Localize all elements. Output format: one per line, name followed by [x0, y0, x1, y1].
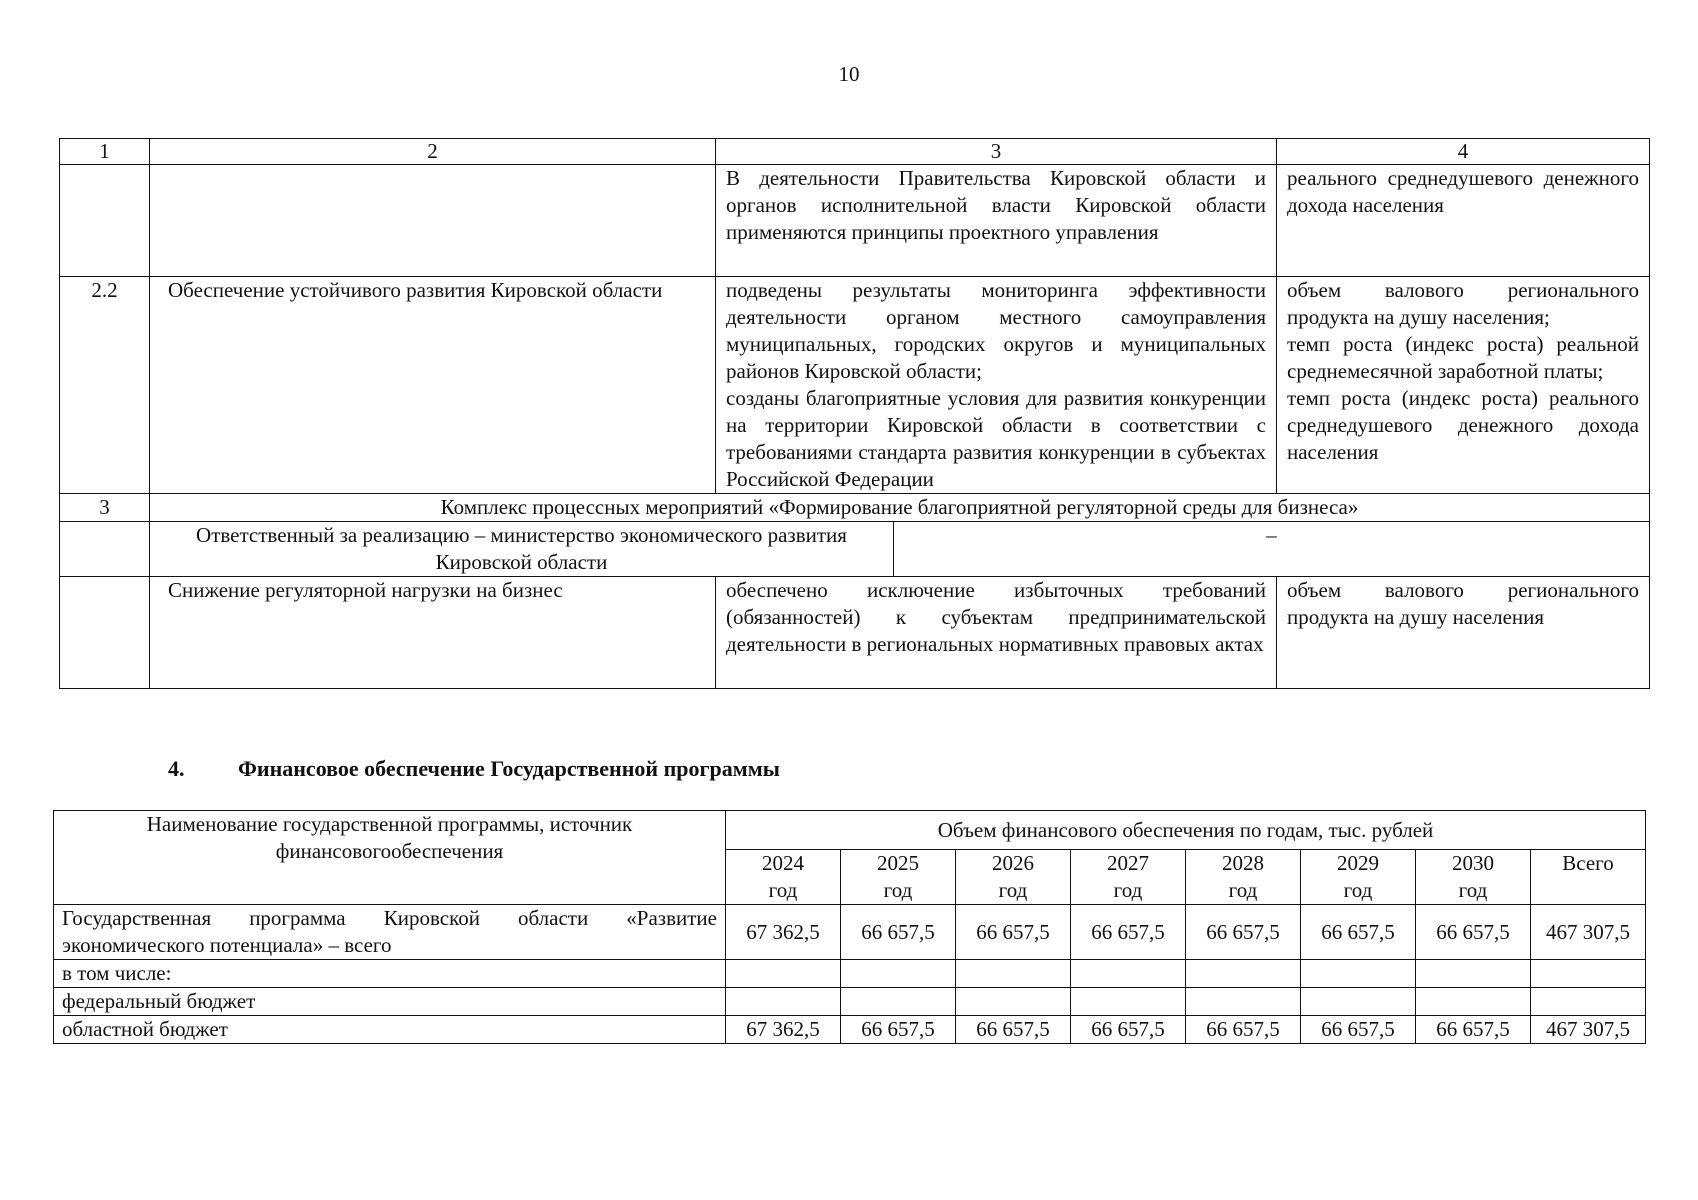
- row-name: областной бюджет: [54, 1016, 726, 1044]
- value-cell: 66 657,5: [1301, 905, 1416, 960]
- value-cell: 67 362,5: [726, 905, 841, 960]
- year-unit: год: [1343, 878, 1373, 902]
- total-cell: [1531, 960, 1646, 988]
- indicator-cell: реального среднедушевого денежного дохода населения: [1277, 165, 1650, 277]
- year-cell: [1416, 850, 1531, 905]
- task-cell: Снижение регуляторной нагрузки на бизнес: [150, 577, 716, 689]
- value-cell: [1071, 988, 1186, 1016]
- year-cell: [841, 850, 956, 905]
- value-cell: [726, 960, 841, 988]
- responsible-text: Ответственный за реализацию – министерство экономического развития Кировской области: [150, 522, 894, 576]
- page-number: 10: [838, 62, 860, 86]
- row-name: Государственная программа Кировской области «Развитие экономического потенциала» – всего: [54, 905, 726, 960]
- result-text: подведены результаты мониторинга эффективности деятельности органом местного самоуправления муниципальных, городских округов и муниципальных районов Кировской области;: [726, 278, 1266, 383]
- value-cell: 66 657,5: [956, 905, 1071, 960]
- value-cell: [841, 960, 956, 988]
- value-cell: [841, 988, 956, 1016]
- value-cell: 66 657,5: [1301, 1016, 1416, 1044]
- year-label: 2025: [877, 851, 919, 875]
- year-unit: год: [998, 878, 1028, 902]
- num-cell: 2.2: [60, 277, 150, 494]
- year-label: 2029: [1337, 851, 1379, 875]
- section-title: Комплекс процессных мероприятий «Формирование благоприятной регуляторной среды для бизнеса»: [150, 494, 1650, 522]
- name-header: Наименование государственной программы, источник финансовогообеспечения: [54, 811, 726, 905]
- value-cell: 66 657,5: [1186, 1016, 1301, 1044]
- year-cell: [726, 850, 841, 905]
- year-cell: [956, 850, 1071, 905]
- total-cell: [1531, 988, 1646, 1016]
- indicator-text: темп роста (индекс роста) реальной среднемесячной заработной платы;: [1287, 332, 1639, 383]
- value-cell: 66 657,5: [1071, 905, 1186, 960]
- task-cell: Обеспечение устойчивого развития Кировской области: [150, 277, 716, 494]
- indicator-cell: объем валового регионального продукта на душу населения: [1277, 577, 1650, 689]
- finance-table: [53, 810, 1646, 1044]
- section-heading: [168, 756, 780, 782]
- section-title: Финансовое обеспечение Государственной программы: [238, 756, 780, 781]
- year-cell: [1186, 850, 1301, 905]
- year-unit: год: [883, 878, 913, 902]
- header-cell: 4: [1277, 139, 1650, 165]
- result-cell: [716, 277, 1277, 494]
- value-cell: [1416, 960, 1531, 988]
- value-cell: 66 657,5: [1416, 1016, 1531, 1044]
- indicator-text: темп роста (индекс роста) реального среднедушевого денежного дохода населения: [1287, 386, 1639, 464]
- responsible-dash: –: [1266, 523, 1277, 547]
- value-cell: 66 657,5: [841, 905, 956, 960]
- table-header-row: [60, 139, 1650, 165]
- value-cell: [1301, 960, 1416, 988]
- year-label: 2030: [1452, 851, 1494, 875]
- volume-header: Объем финансового обеспечения по годам, тыс. рублей: [726, 811, 1646, 850]
- table-row: [54, 960, 1646, 988]
- year-label: 2027: [1107, 851, 1149, 875]
- value-cell: 67 362,5: [726, 1016, 841, 1044]
- row-name: федеральный бюджет: [54, 988, 726, 1016]
- goals-table: [59, 138, 1650, 689]
- row-name: в том числе:: [54, 960, 726, 988]
- header-cell: 3: [716, 139, 1277, 165]
- indicator-cell: [1277, 277, 1650, 494]
- result-text: созданы благоприятные условия для развития конкуренции на территории Кировской области в соответствии с требованиями стандарта развития конкуренции в субъектах Российской Федерации: [726, 386, 1266, 491]
- table-header-row: [54, 811, 1646, 850]
- header-cell: 1: [60, 139, 150, 165]
- table-row: [60, 165, 1650, 277]
- year-label: 2026: [992, 851, 1034, 875]
- responsible-row: [60, 522, 1650, 577]
- section-row: [60, 494, 1650, 522]
- result-cell: В деятельности Правительства Кировской области и органов исполнительной власти Кировской области применяются принципы проектного управления: [716, 165, 1277, 277]
- value-cell: 66 657,5: [1416, 905, 1531, 960]
- table-row: [54, 1016, 1646, 1044]
- year-label: 2028: [1222, 851, 1264, 875]
- table-row: [54, 988, 1646, 1016]
- value-cell: [1416, 988, 1531, 1016]
- section-number: 4.: [168, 756, 185, 781]
- total-cell: 467 307,5: [1531, 905, 1646, 960]
- task-cell: [150, 165, 716, 277]
- header-cell: 2: [150, 139, 716, 165]
- total-cell: 467 307,5: [1531, 1016, 1646, 1044]
- year-label: 2024: [762, 851, 804, 875]
- table-row: [54, 905, 1646, 960]
- num-cell: [60, 522, 150, 577]
- total-header: Всего: [1531, 850, 1646, 905]
- year-unit: год: [1458, 878, 1488, 902]
- responsible-cell: [150, 522, 1650, 577]
- table-row: [60, 577, 1650, 689]
- value-cell: 66 657,5: [956, 1016, 1071, 1044]
- year-unit: год: [1228, 878, 1258, 902]
- value-cell: [1071, 960, 1186, 988]
- year-cell: [1071, 850, 1186, 905]
- result-cell: обеспечено исключение избыточных требований (обязанностей) к субъектам предпринимательской деятельности в региональных нормативных правовых актах: [716, 577, 1277, 689]
- value-cell: 66 657,5: [841, 1016, 956, 1044]
- num-cell: 3: [60, 494, 150, 522]
- value-cell: [1186, 960, 1301, 988]
- value-cell: [956, 960, 1071, 988]
- num-cell: [60, 165, 150, 277]
- value-cell: [726, 988, 841, 1016]
- year-cell: [1301, 850, 1416, 905]
- value-cell: [1301, 988, 1416, 1016]
- num-cell: [60, 577, 150, 689]
- indicator-text: объем валового регионального продукта на душу населения;: [1287, 278, 1639, 329]
- value-cell: 66 657,5: [1071, 1016, 1186, 1044]
- year-unit: год: [768, 878, 798, 902]
- table-row: [60, 277, 1650, 494]
- value-cell: [1186, 988, 1301, 1016]
- value-cell: 66 657,5: [1186, 905, 1301, 960]
- value-cell: [956, 988, 1071, 1016]
- year-unit: год: [1113, 878, 1143, 902]
